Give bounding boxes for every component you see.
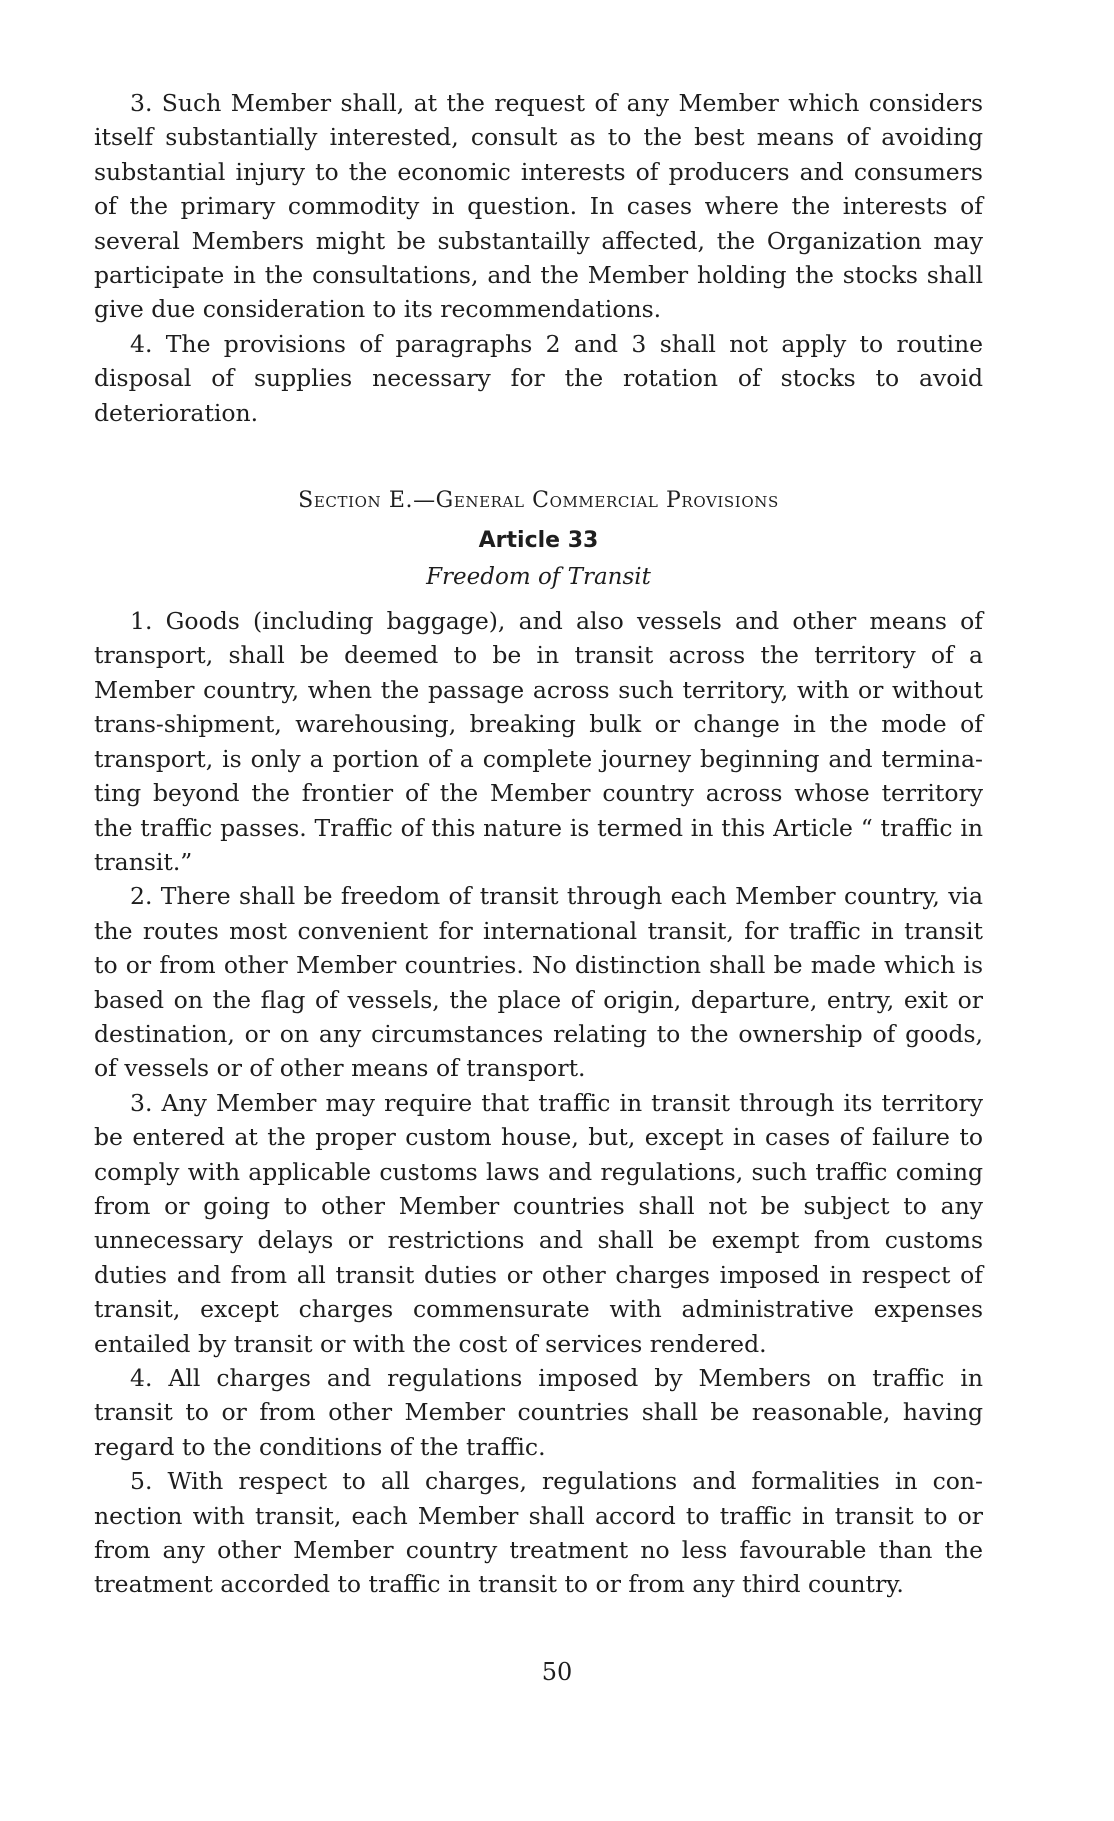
- article-paragraph-2: 2. There shall be freedom of transit through each Member country, via the routes most convenient for international transit, for traffic in transit to or from other Member countries. No distinction shall be made which is based on the flag of vessels, the place of origin, departure, entry, exit or destination, or on any circumstances relating to the ownership of goods, of vessels or of other means of transport.: [94, 882, 983, 1083]
- page-number: 50: [541, 1658, 573, 1686]
- document-page: [94, 86, 983, 1602]
- paragraph-3-consultation: 3. Such Member shall, at the request of any Member which considers itself substantially interested, consult as to the best means of avoiding substantial injury to the economic interests of producers and consumers of the primary commodity in question. In cases where the interests of several Members might be substantailly affected, the Organization may participate in the consultations, and the Member holding the stocks shall give due consideration to its recommendations.: [94, 89, 983, 324]
- article-paragraph-3: 3. Any Member may require that traffic in transit through its territory be entered at the proper custom house, but, except in cases of failure to comply with applicable customs laws and regulations, such traffic coming from or going to other Member countries shall not be subject to any unnecessary delays or restrictions and shall be exempt from customs duties and from all transit duties or other charges imposed in respect of transit, except charges commensurate with administrative expenses entailed by transit or with the cost of services rendered.: [94, 1088, 983, 1358]
- article-paragraph-1: 1. Goods (including baggage), and also vessels and other means of transport, shall be deemed to be in transit across the territory of a Member country, when the passage across such territory, with or without trans-shipment, warehousing, breaking bulk or change in the mode of transport, is only a portion of a complete journey beginning and terminating beyond the frontier of the Member country across whose territory the traffic passes. Traffic of this nature is termed in this Article “ traffic in transit.”: [94, 607, 983, 876]
- article-subtitle: Freedom of Transit: [426, 564, 651, 591]
- article-paragraph-5: 5. With respect to all charges, regulations and formalities in connection with transit, each Member shall accord to traffic in transit to or from any other Member country treatment no less favourable than the treatment accorded to traffic in transit to or from any third country.: [94, 1467, 983, 1599]
- article-paragraph-4: 4. All charges and regulations imposed by Members on traffic in transit to or from other Member countries shall be reasonable, having regard to the conditions of the traffic.: [94, 1364, 983, 1461]
- paragraph-4-routine-disposal: 4. The provisions of paragraphs 2 and 3 shall not apply to routine disposal of supplies necessary for the rotation of stocks to avoid deterioration.: [94, 329, 983, 427]
- section-heading: Section E.—General Commercial Provisions: [298, 488, 779, 514]
- article-heading: Article 33: [478, 528, 599, 554]
